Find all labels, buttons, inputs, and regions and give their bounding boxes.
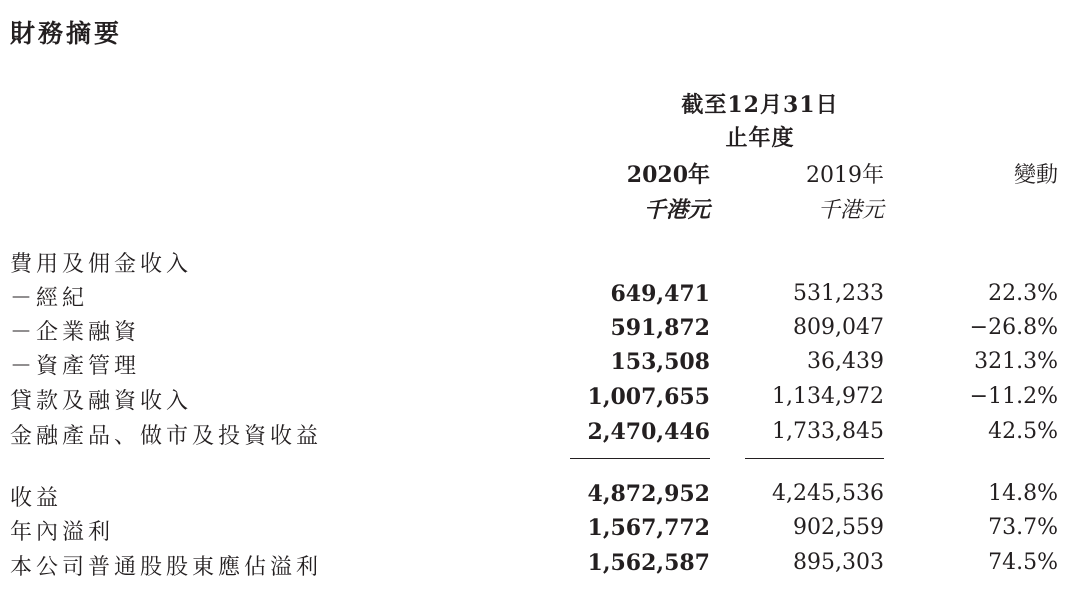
table-row: [0, 419, 1080, 453]
table-row: [0, 349, 1080, 383]
value-2020: 1,567,772: [587, 515, 710, 541]
col-2020-unit: 千港元: [643, 197, 710, 223]
value-change: 42.5%: [988, 419, 1058, 444]
value-2020: 1,007,655: [587, 384, 710, 410]
row-label: 費用及佣金收入: [10, 252, 193, 277]
table-row: [0, 281, 1080, 315]
value-change: 321.3%: [974, 349, 1058, 374]
value-2019: 1,134,972: [772, 384, 884, 409]
value-2019: 4,245,536: [772, 481, 884, 506]
table-row: [0, 515, 1080, 549]
row-label: －資產管理: [10, 354, 141, 379]
subtotal-rule-2020: [570, 458, 710, 459]
table-row: [0, 550, 1080, 584]
row-label: 年內溢利: [10, 520, 115, 545]
col-2020-year: 2020年: [626, 162, 710, 188]
col-change-label: 變動: [1013, 163, 1058, 188]
col-2019-year: 2019年: [806, 163, 884, 188]
value-2019: 36,439: [807, 349, 884, 374]
value-2020: 153,508: [610, 349, 710, 375]
value-2020: 4,872,952: [587, 481, 710, 507]
value-change: −11.2%: [969, 384, 1058, 409]
value-2019: 902,559: [793, 515, 884, 540]
period-header-line2: 止年度: [725, 125, 795, 151]
value-2019: 1,733,845: [772, 419, 884, 444]
period-header-line1: 截至12月31日: [681, 92, 839, 118]
value-change: 74.5%: [988, 550, 1058, 575]
row-label: 金融產品、做市及投資收益: [10, 424, 323, 449]
row-label: 本公司普通股股東應佔溢利: [10, 555, 323, 580]
value-change: −26.8%: [969, 315, 1058, 340]
value-2020: 2,470,446: [587, 419, 710, 445]
row-label: 收益: [10, 486, 63, 511]
table-row: [0, 481, 1080, 515]
value-2019: 531,233: [793, 281, 884, 306]
value-2019: 809,047: [793, 315, 884, 340]
value-change: 22.3%: [988, 281, 1058, 306]
row-label: －企業融資: [10, 320, 141, 345]
value-change: 14.8%: [988, 481, 1058, 506]
value-change: 73.7%: [988, 515, 1058, 540]
page-title: 財務摘要: [10, 19, 123, 48]
value-2020: 591,872: [610, 315, 710, 341]
row-label: －經紀: [10, 286, 89, 311]
value-2019: 895,303: [793, 550, 884, 575]
table-row: [0, 315, 1080, 349]
row-label: 貸款及融資收入: [10, 389, 193, 414]
table-row: [0, 384, 1080, 418]
subtotal-rule-2019: [745, 458, 884, 459]
table-row: [0, 247, 1080, 281]
col-2019-unit: 千港元: [817, 198, 884, 223]
value-2020: 649,471: [610, 281, 710, 307]
value-2020: 1,562,587: [587, 550, 710, 576]
